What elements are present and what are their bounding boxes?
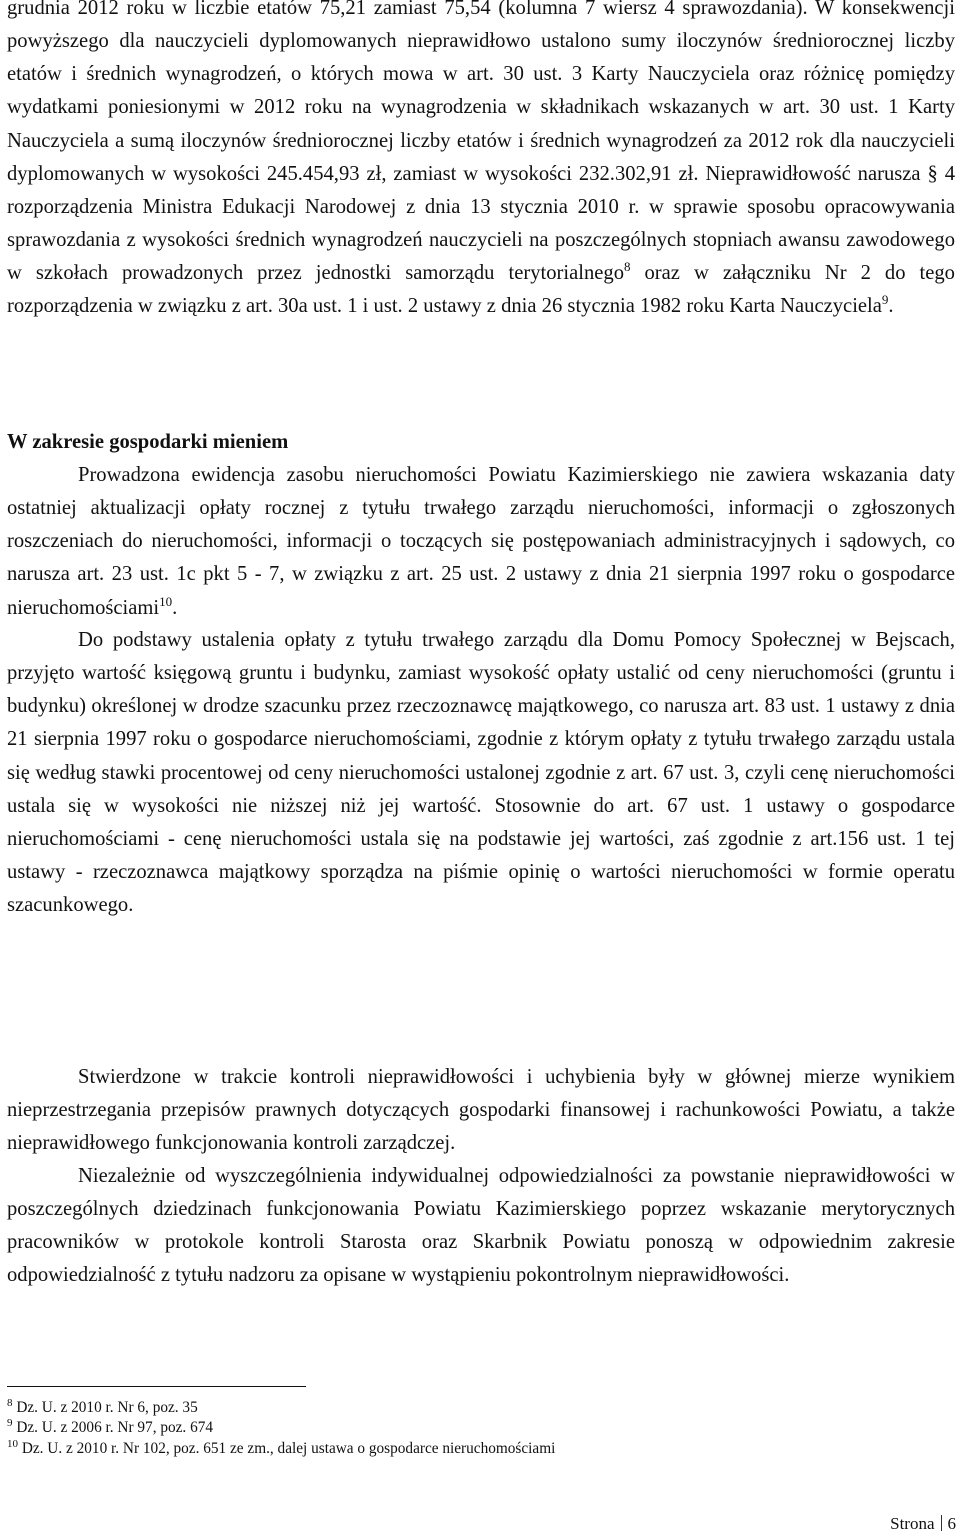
footnote-number: 9 [7, 1417, 13, 1430]
footnotes [7, 1398, 555, 1459]
footnote-number: 8 [7, 1396, 13, 1409]
paragraph-text: grudnia 2012 roku w liczbie etatów 75,21 zamiast 75,54 (kolumna 7 wiersz 4 sprawozdania). W konsekwencji powyższego dla nauczycieli dyplomowanych nieprawidłowo ustalono sumy iloczynów średniorocznej liczby etatów i średnich wynagrodzeń, o których mowa w art. 30 ust. 3 Karty Nauczyciela oraz różnicę pomiędzy wydatkami poniesionymi w 2012 roku na wynagrodzenia w składnikach wskazanych w art. 30 ust. 1 Karty Nauczyciela a sumą iloczynów średniorocznej liczby etatów i średnich wynagrodzeń za 2012 rok dla nauczycieli dyplomowanych w wysokości 245.454,93 zł, zamiast w wysokości 232.302,91 zł. Nieprawidłowość narusza § 4 rozporządzenia Ministra Edukacji Narodowej z dnia 13 stycznia 2010 r. w sprawie sposobu opracowywania sprawozdania z wysokości średnich wynagrodzeń nauczycieli na poszczególnych stopniach awansu zawodowego w szkołach prowadzonych przez jednostki samorządu terytorialnego [7, 0, 955, 285]
paragraph-summary: Stwierdzone w trakcie kontroli nieprawidłowości i uchybienia były w głównej mierze wynikiem nieprzestrzegania przepisów prawnych dotyczących gospodarki finansowej i rachunkowości Powiatu, a także nieprawidłowego funkcjonowania kontroli zarządczej. [7, 1066, 955, 1155]
page-footer [890, 1514, 956, 1534]
paragraph-text: oraz w załączniku Nr 2 do tego rozporządzenia w związku z art. 30a ust. 1 i ust. 2 ustawy z dnia 26 stycznia 1982 roku Karta Nauczyciela [7, 262, 955, 318]
section-heading: W zakresie gospodarki mieniem [7, 431, 289, 453]
paragraph-text: . [888, 295, 894, 318]
footer-separator [941, 1515, 942, 1531]
footnote [7, 1418, 555, 1438]
paragraph-text: Prowadzona ewidencja zasobu nieruchomości Powiatu Kazimierskiego nie zawiera wskazania daty ostatniej aktualizacji opłaty rocznej z tytułu trwałego zarządu nieruchomości, informacji o zgłoszonych roszczeniach do nieruchomości, informacji o toczących się postępowaniach administracyjnych i sądowych, co narusza art. 23 ust. 1c pkt 5 - 7, w związku z art. 25 ust. 2 ustawy z dnia 21 sierpnia 1997 roku o gospodarce nieruchomościami [7, 464, 955, 619]
page-number: 6 [947, 1514, 956, 1533]
footnote-number: 10 [7, 1437, 18, 1450]
footnote-ref: 10 [159, 593, 173, 609]
paragraph-property-records [7, 459, 955, 625]
paragraph-text: . [172, 596, 178, 619]
footnote-text: Dz. U. z 2010 r. Nr 102, poz. 651 ze zm., dalej ustawa o gospodarce nieruchomościami [18, 1439, 556, 1457]
paragraph-teacher-salaries [7, 0, 955, 324]
paragraph-management-fee: Do podstawy ustalenia opłaty z tytułu trwałego zarządu dla Domu Pomocy Społecznej w Bejscach, przyjęto wartość księgową gruntu i budynku, zamiast wysokość opłaty ustalić od ceny nieruchomości (gruntu i budynku) określonej w drodze szacunku przez rzeczoznawcę majątkowego, co narusza art. 83 ust. 1 ustawy z dnia 21 sierpnia 1997 roku o gospodarce nieruchomościami, zgodnie z którym opłaty z tytułu trwałego zarządu ustala się według stawki procentowej od ceny nieruchomości ustalonej zgodnie z art. 67 ust. 3, czyli cenę nieruchomości ustala się w wysokości nie niższej niż jej wartość. Stosownie do art. 67 ust. 1 ustawy o gospodarce nieruchomościami - cenę nieruchomości ustala się na podstawie jej wartości, zaś zgodnie z art.156 ust. 1 tej ustawy - rzeczoznawca majątkowy sporządza na piśmie opinię o wartości nieruchomości w formie operatu szacunkowego. [7, 629, 955, 917]
footnote-text: Dz. U. z 2010 r. Nr 6, poz. 35 [12, 1399, 198, 1416]
footnote [7, 1439, 555, 1459]
footnote [7, 1398, 555, 1418]
footnote-ref: 8 [624, 259, 631, 275]
paragraph-responsibility: Niezależnie od wyszczególnienia indywidualnej odpowiedzialności za powstanie nieprawidłowości w poszczególnych dziedzinach funkcjonowania Powiatu Kazimierskiego poprzez wskazanie merytorycznych pracowników w protokole kontroli Starosta oraz Skarbnik Powiatu ponoszą w odpowiednim zakresie odpowiedzialność z tytułu nadzoru za opisane w wystąpieniu pokontrolnym nieprawidłowości. [7, 1165, 955, 1287]
footnote-text: Dz. U. z 2006 r. Nr 97, poz. 674 [12, 1419, 214, 1437]
footnote-ref: 9 [881, 292, 889, 308]
page-label: Strona [890, 1514, 935, 1533]
footnote-divider [7, 1386, 306, 1387]
